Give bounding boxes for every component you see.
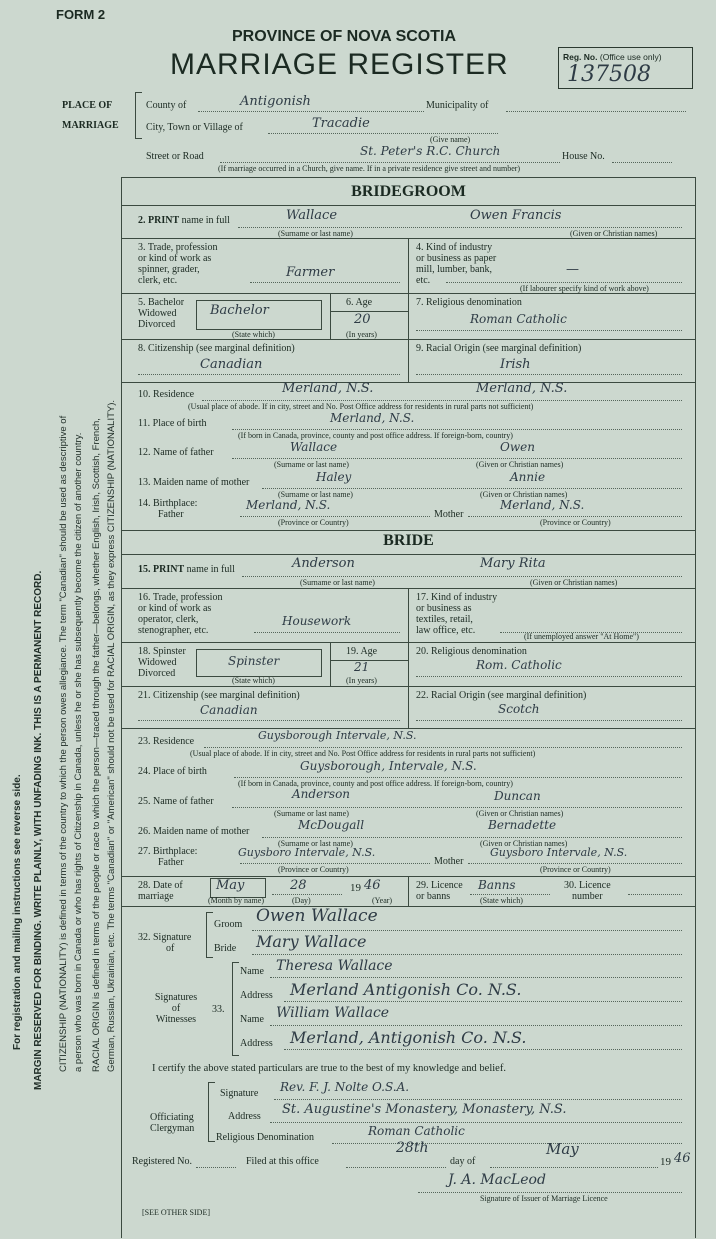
groom-surname-note: (Surname or last name) (278, 229, 353, 238)
groom-given: Owen Francis (470, 208, 562, 223)
w1-address: Merland Antigonish Co. N.S. (290, 980, 522, 999)
municipality-label: Municipality of (426, 100, 489, 111)
licence-number-label: 30. Licence number (564, 880, 611, 902)
bride-mother-birthplace: Guysboro Intervale, N.S. (490, 846, 628, 859)
bride-father-given: Duncan (494, 789, 541, 803)
groom-state-note: (State which) (232, 330, 275, 339)
bride-birthplace-label: 27. Birthplace: Father (138, 846, 198, 868)
clergy-denom-label: Religious Denomination (216, 1132, 315, 1143)
bride-heading: BRIDE (383, 532, 434, 549)
bride-given: Mary Rita (480, 556, 546, 571)
groom-mother-bp-note: (Province or Country) (540, 518, 611, 527)
groom-citizenship: Canadian (200, 357, 263, 372)
bride-status-label: 18. Spinster Widowed Divorced (138, 646, 186, 679)
groom-birth-label: 11. Place of birth (138, 418, 207, 429)
groom-racial: Irish (500, 357, 531, 372)
groom-residence-2: Merland, N.S. (476, 381, 568, 396)
bride-mother-given: Bernadette (488, 818, 557, 832)
groom-industry-note: (If labourer specify kind of work above) (520, 284, 649, 293)
groom-father-given: Owen (500, 440, 535, 454)
marriage-date-label: 28. Date of marriage (138, 880, 183, 902)
bride-father-given-note: (Given or Christian names) (476, 809, 564, 818)
groom-birth: Merland, N.S. (330, 411, 415, 425)
side-note-5: RACIAL ORIGIN is defined in terms of the people or race to which the person—traced through the father—belongs, whether English, Irish, Scottish, French, (91, 418, 102, 1072)
licence-note: (State which) (480, 896, 523, 905)
filed-year: 46 (674, 1151, 691, 1166)
officiating-label: Officiating Clergyman (150, 1112, 195, 1134)
city-value: Tracadie (312, 116, 370, 131)
filed-label: Filed at this office (246, 1156, 319, 1167)
groom-surname: Wallace (286, 208, 338, 223)
side-note-2: MARGIN RESERVED FOR BINDING. WRITE PLAINLY, WITH UNFADING INK. THIS IS A PERMANENT RECORD. (33, 570, 44, 1090)
bride-trade-label: 16. Trade, profession or kind of work as operator, clerk, stenographer, etc. (138, 592, 223, 636)
bride-industry-note: (If unemployed answer "At Home") (524, 632, 639, 641)
clergy-address: St. Augustine's Monastery, Monastery, N.S. (282, 1102, 567, 1117)
bride-father-birthplace: Guysboro Intervale, N.S. (238, 846, 376, 859)
filed-day: 28th (396, 1140, 429, 1156)
groom-signature: Owen Wallace (256, 906, 378, 926)
w2-address-label: Address (240, 1038, 273, 1049)
bride-birth-label: 24. Place of birth (138, 766, 207, 777)
groom-residence: Merland, N.S. (282, 381, 374, 396)
bride-father-surname: Anderson (292, 787, 351, 801)
marriage-year-prefix: 19 (350, 882, 361, 894)
groom-industry-label: 4. Kind of industry or business as paper mill, lumber, bank, etc. (416, 242, 497, 286)
issuer-signature: J. A. MacLeod (448, 1172, 546, 1188)
month-note: (Month by name) (208, 896, 264, 905)
groom-residence-label: 10. Residence (138, 389, 195, 400)
bride-mother-bp-note: (Province or Country) (540, 865, 611, 874)
bride-trade: Housework (282, 614, 352, 628)
bride-years-note: (In years) (346, 676, 377, 685)
bride-mother-label: 26. Maiden name of mother (138, 826, 250, 837)
bride-racial: Scotch (498, 702, 540, 716)
bride-residence-note: (Usual place of abode. If in city, street and No. Post Office address for residents in rural parts not sufficient) (190, 749, 536, 758)
page-title: MARRIAGE REGISTER (170, 48, 509, 81)
bride-citizenship-label: 21. Citizenship (see marginal definition) (138, 690, 300, 701)
groom-mother-bp-label: Mother (434, 509, 464, 520)
issuer-label: Signature of Issuer of Marriage Licence (480, 1194, 608, 1203)
groom-status: Bachelor (210, 303, 269, 318)
street-value: St. Peter's R.C. Church (360, 144, 501, 158)
marriage-year: 46 (364, 878, 381, 893)
street-label: Street or Road (146, 151, 204, 162)
groom-mother-birthplace: Merland, N.S. (500, 498, 585, 512)
groom-religion-label: 7. Religious denomination (416, 297, 522, 308)
county-label: County of (146, 100, 187, 111)
bride-surname: Anderson (292, 556, 355, 571)
groom-industry: — (566, 262, 579, 277)
bride-residence-label: 23. Residence (138, 736, 195, 747)
groom-father-surname: Wallace (290, 440, 338, 454)
groom-father-bp-note: (Province or Country) (278, 518, 349, 527)
groom-age-label: 6. Age (346, 297, 373, 308)
groom-residence-note: (Usual place of abode. If in city, street and No. Post Office address for residents in rural parts not sufficient) (188, 402, 534, 411)
groom-father-birthplace: Merland, N.S. (246, 498, 331, 512)
groom-heading: BRIDEGROOM (351, 183, 466, 200)
bride-father-surname-note: (Surname or last name) (274, 809, 349, 818)
groom-citizenship-label: 8. Citizenship (see marginal definition) (138, 343, 295, 354)
w1-name: Theresa Wallace (276, 958, 393, 974)
bride-age: 21 (354, 660, 370, 674)
bride-birth: Guysborough, Intervale, N.S. (300, 759, 477, 773)
bride-surname-note: (Surname or last name) (300, 578, 375, 587)
bride-status: Spinster (228, 654, 280, 668)
groom-father-surname-note: (Surname or last name) (274, 460, 349, 469)
clergy-denomination: Roman Catholic (368, 1124, 465, 1138)
groom-trade-label: 3. Trade, profession or kind of work as spinner, grader, clerk, etc. (138, 242, 218, 286)
side-note-4: a person who was born in Canada or who has rights of Citizenship in Canada, unless he or she has subsequently become the citizen of another country. (73, 432, 84, 1072)
clergy-sig-label: Signature (220, 1088, 259, 1099)
witnesses-label: Signatures of Witnesses (154, 992, 198, 1025)
licence-label: 29. Licence or banns (416, 880, 463, 902)
bride-state-note: (State which) (232, 676, 275, 685)
bride-religion: Rom. Catholic (476, 658, 562, 672)
day-note: (Day) (292, 896, 311, 905)
bride-religion-label: 20. Religious denomination (416, 646, 527, 657)
filed-month: May (546, 1140, 579, 1158)
licence-value: Banns (478, 878, 516, 892)
bride-mother-surname-note: (Surname or last name) (278, 839, 353, 848)
groom-name-label: 2. PRINT name in full (138, 215, 230, 226)
bride-citizenship: Canadian (200, 703, 258, 717)
w2-address: Merland, Antigonish Co. N.S. (290, 1028, 527, 1047)
bride-sig-label: Bride (214, 943, 237, 954)
groom-birthplace-label: 14. Birthplace: Father (138, 498, 198, 520)
groom-mother-given-note: (Given or Christian names) (480, 490, 568, 499)
bride-residence: Guysborough Intervale, N.S. (258, 729, 417, 742)
groom-sig-label: Groom (214, 919, 243, 930)
witnesses-num: 33. (212, 1004, 225, 1015)
marriage-day: 28 (290, 878, 307, 893)
form-number: FORM 2 (56, 7, 106, 22)
w2-name: William Wallace (276, 1005, 390, 1021)
groom-father-given-note: (Given or Christian names) (476, 460, 564, 469)
side-note-1: For registration and mailing instructions see reverse side. (12, 774, 23, 1050)
bride-father-label: 25. Name of father (138, 796, 214, 807)
bride-father-bp-note: (Province or Country) (278, 865, 349, 874)
side-note-3: CITIZENSHIP (NATIONALITY) is defined in terms of the country to which the person owes allegiance. The term "Canadian" should be used as descriptive of (58, 415, 69, 1072)
city-label: City, Town or Village of (146, 122, 243, 133)
bride-name-label: 15. PRINT name in full (138, 564, 235, 575)
groom-mother-surname: Haley (316, 470, 352, 484)
clergy-address-label: Address (228, 1111, 261, 1122)
house-label: House No. (562, 151, 605, 162)
reg-no-box (558, 47, 693, 89)
groom-given-note: (Given or Christian names) (570, 229, 658, 238)
county-value: Antigonish (240, 94, 311, 109)
reg-no-note: (Office use only) (599, 52, 662, 62)
bride-industry-label: 17. Kind of industry or business as textiles, retail, law office, etc. (416, 592, 498, 636)
side-note-6: German, Russian, Ukrainian, etc. The terms "Canadian" or "American" should not be used for RACIAL ORIGIN, as they express CITIZENSHIP (NATIONALITY). (106, 399, 117, 1072)
signature-of-label: 32. Signature of (138, 932, 192, 954)
filed-year-prefix: 19 (660, 1156, 671, 1168)
bride-given-note: (Given or Christian names) (530, 578, 618, 587)
bride-mother-surname: McDougall (298, 818, 365, 832)
certify-text: I certify the above stated particulars are true to the best of my knowledge and belief. (152, 1063, 506, 1074)
groom-age: 20 (354, 312, 371, 327)
bride-racial-label: 22. Racial Origin (see marginal definition) (416, 690, 587, 701)
groom-status-label: 5. Bachelor Widowed Divorced (138, 297, 185, 330)
w2-name-label: Name (240, 1014, 264, 1025)
year-note: (Year) (372, 896, 393, 905)
groom-father-label: 12. Name of father (138, 447, 214, 458)
bride-mother-bp-label: Mother (434, 856, 464, 867)
see-other-side: [SEE OTHER SIDE] (142, 1208, 210, 1217)
groom-racial-label: 9. Racial Origin (see marginal definition) (416, 343, 582, 354)
place-note: (If marriage occurred in a Church, give name. If in a private residence give street and number) (218, 164, 521, 173)
place-bracket (135, 92, 142, 139)
province-title: PROVINCE OF NOVA SCOTIA (232, 28, 457, 45)
day-of-label: day of (450, 1156, 476, 1167)
groom-mother-surname-note: (Surname or last name) (278, 490, 353, 499)
place-label-2: MARRIAGE (62, 120, 119, 131)
w1-address-label: Address (240, 990, 273, 1001)
groom-birth-note: (If born in Canada, province, county and post office address. If foreign-born, country) (238, 431, 513, 440)
w1-name-label: Name (240, 966, 264, 977)
reg-no-label: Reg. No. (563, 52, 598, 62)
give-name-note: (Give name) (430, 135, 471, 144)
groom-trade: Farmer (286, 265, 335, 280)
place-label-1: PLACE OF (62, 100, 113, 111)
registered-label: Registered No. (132, 1156, 192, 1167)
reg-no-value: 137508 (567, 62, 651, 87)
bride-signature: Mary Wallace (256, 932, 367, 951)
groom-years-note: (In years) (346, 330, 377, 339)
bride-mother-given-note: (Given or Christian names) (480, 839, 568, 848)
bride-birth-note: (If born in Canada, province, county and post office address. If foreign-born, country) (238, 779, 513, 788)
groom-religion: Roman Catholic (470, 312, 567, 326)
clergy-signature: Rev. F. J. Nolte O.S.A. (280, 1080, 410, 1094)
groom-mother-label: 13. Maiden name of mother (138, 477, 250, 488)
groom-mother-given: Annie (510, 470, 546, 484)
marriage-month: May (216, 878, 245, 893)
bride-age-label: 19. Age (346, 646, 378, 657)
